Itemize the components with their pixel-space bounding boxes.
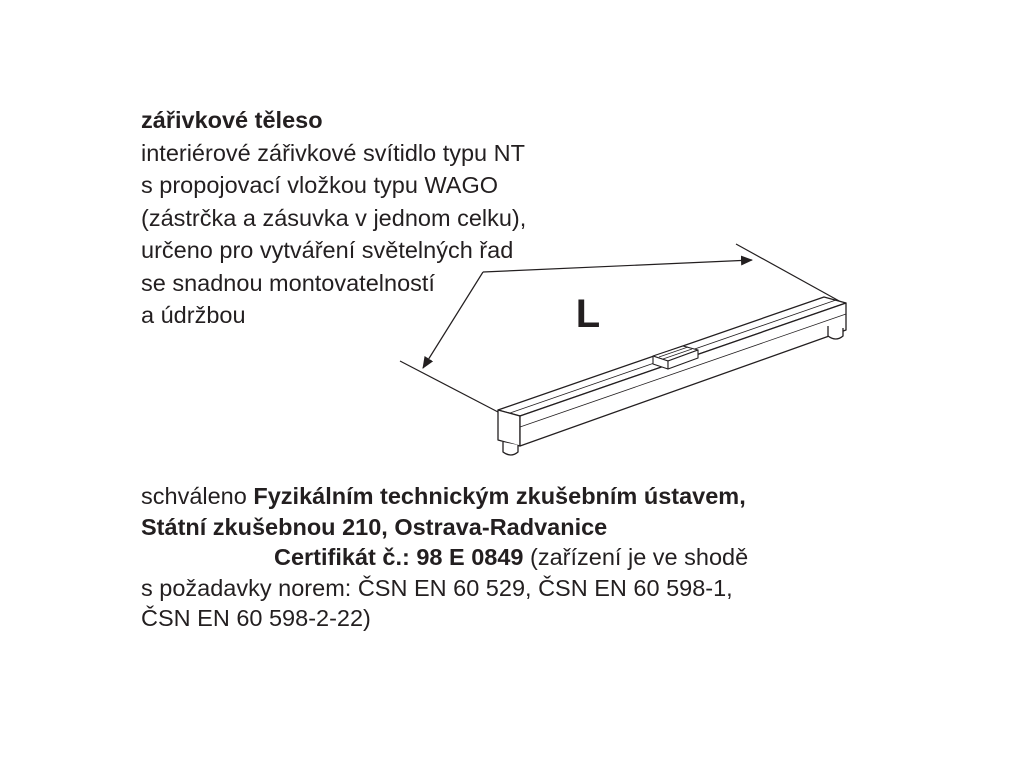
description-line-5: se snadnou montovatelností (141, 269, 435, 296)
approval-prefix: schváleno (141, 483, 254, 509)
standards-line-1: s požadavky norem: ČSN EN 60 529, ČSN EN 60 598-1, (141, 574, 733, 601)
luminaire-body (498, 297, 846, 455)
certificate-line (141, 542, 881, 573)
luminaire-drawing (395, 235, 865, 465)
description-line-2: s propojovací vložkou typu WAGO (141, 172, 498, 198)
dimension-label: L (575, 292, 601, 336)
institute-name: Fyzikálním technickým zkušebním ústavem, (253, 483, 746, 509)
description-line-3: (zástrčka a zásuvka v jednom celku), (141, 204, 527, 231)
description-line-4: určeno pro vytváření světelných řad (141, 237, 514, 263)
product-title: zářivkové těleso (141, 107, 323, 133)
description-line-6: a údržbou (141, 302, 246, 328)
standards-line-2: ČSN EN 60 598-2-22) (141, 605, 371, 631)
certificate-number: Certifikát č.: 98 E 0849 (274, 544, 524, 570)
description-line-1: interiérové zářivkové svítidlo typu NT (141, 139, 525, 166)
certificate-note: (zařízení je ve shodě (523, 544, 749, 570)
approval-section (141, 481, 881, 634)
approval-line-1 (141, 481, 881, 512)
institute-address: Státní zkušebnou 210, Ostrava-Radvanice (141, 513, 608, 540)
